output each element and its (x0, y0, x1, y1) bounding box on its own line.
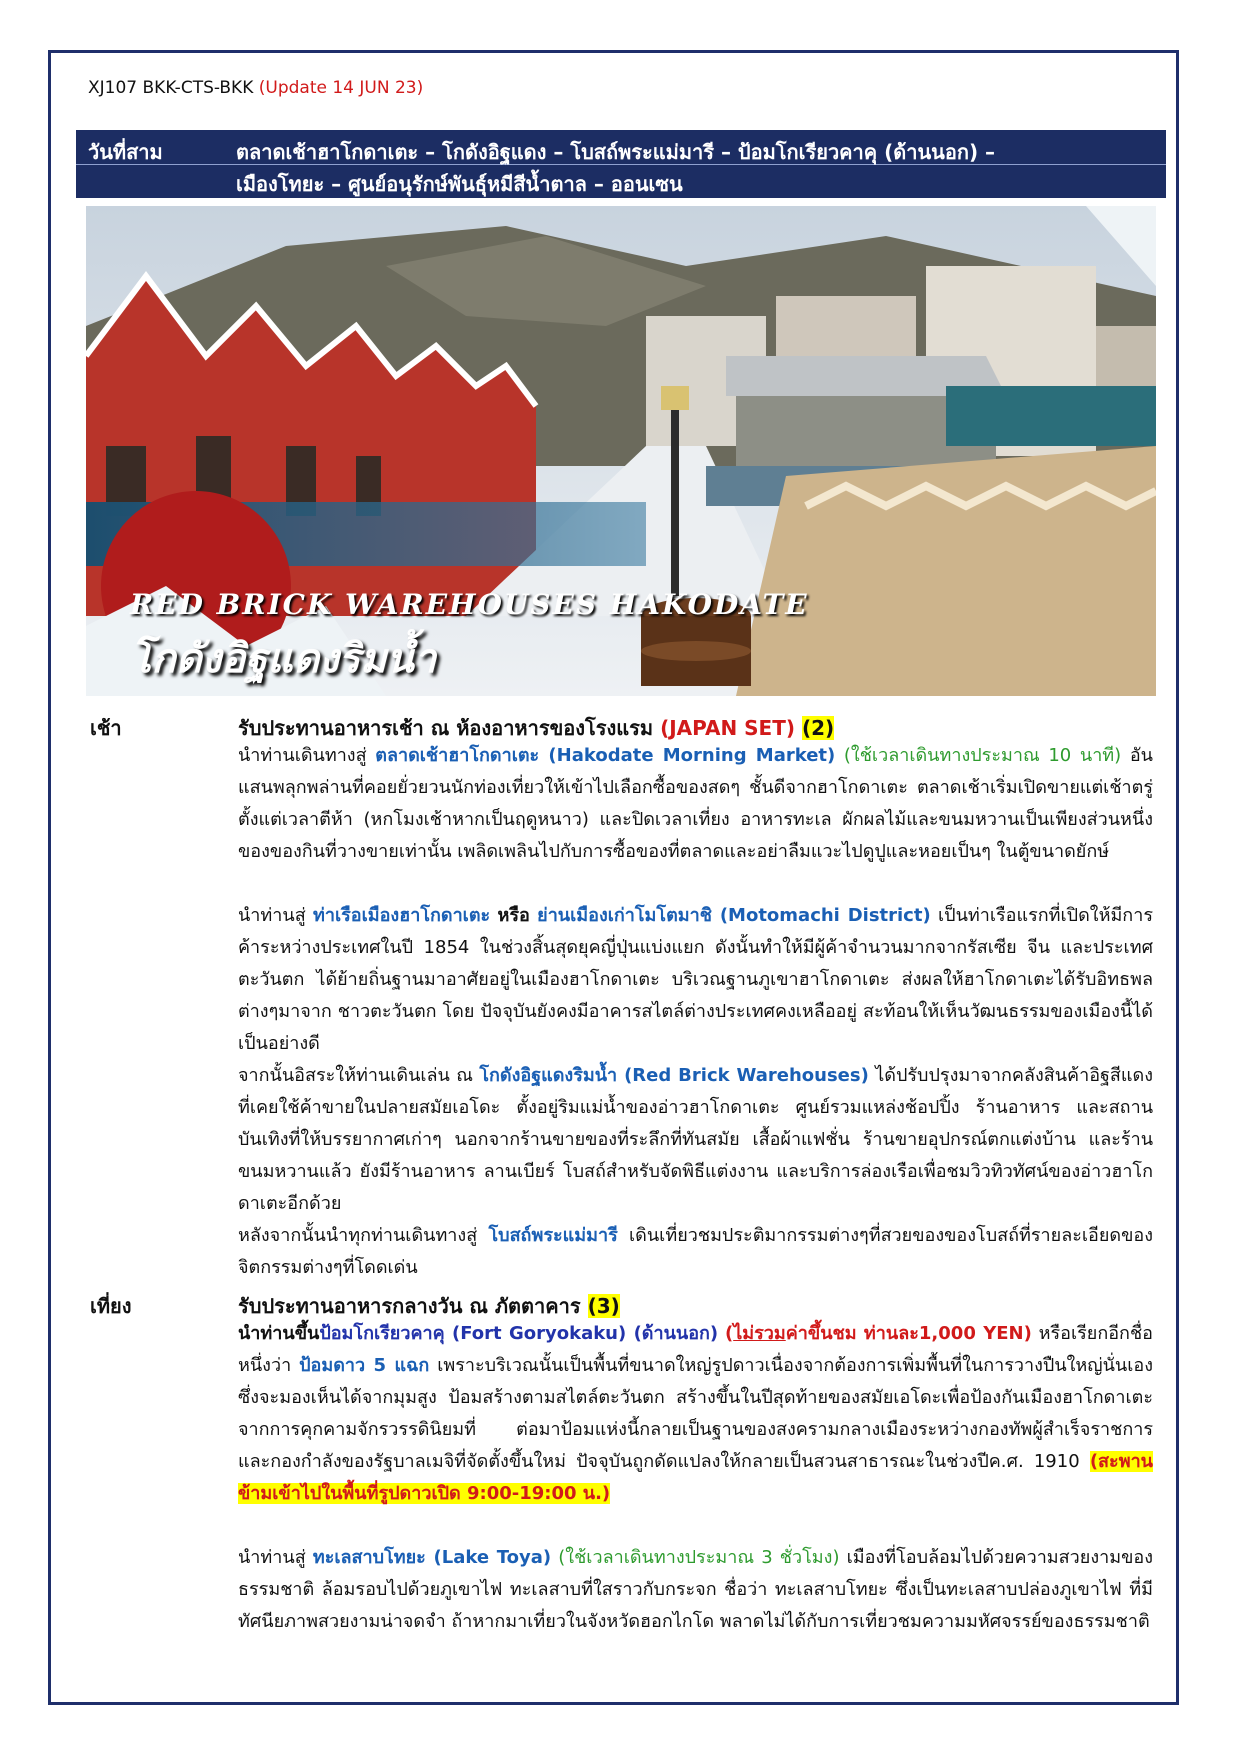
place-fort-goryokaku: ป้อมโกเรียวคาคุ (Fort Goryokaku) (ด้านนอก) (319, 1323, 719, 1344)
lunch-meal-number: (3) (587, 1294, 620, 1318)
travel-time-note: (ใช้เวลาเดินทางประมาณ 3 ชั่วโมง) (558, 1547, 840, 1568)
place-church: โบสถ์พระแม่มารี (488, 1225, 618, 1246)
fort-alias: ป้อมดาว 5 แฉก (299, 1355, 430, 1376)
day-itinerary-line-2: เมืองโทยะ – ศูนย์อนุรักษ์พันธุ์หมีสีน้ำตาล – ออนเซน (236, 172, 683, 196)
text: นำท่านเดินทางสู่ (238, 745, 367, 766)
motomachi-paragraph (238, 900, 1153, 1060)
breakfast-text: รับประทานอาหารเช้า ณ ห้องอาหารของโรงแรม (238, 716, 654, 740)
text: นำท่านขึ้น (238, 1323, 320, 1344)
place-motomachi-district: ย่านเมืองเก่าโมโตมาชิ (Motomachi District) (537, 905, 931, 926)
goryokaku-paragraph (238, 1318, 1153, 1510)
day-title-band (76, 130, 1166, 198)
church-paragraph (238, 1220, 1153, 1284)
tour-code: XJ107 BKK-CTS-BKK (88, 78, 254, 98)
day-itinerary-line-1: ตลาดเช้าฮาโกดาเตะ – โกดังอิฐแดง – โบสถ์พระแม่มารี – ป้อมโกเรียวคาคุ (ด้านนอก) – (236, 140, 996, 164)
text: ค่าขึ้นชม ท่านละ1,000 YEN) (785, 1323, 1032, 1344)
place-hakodate-morning-market: ตลาดเช้าฮาโกดาเตะ (Hakodate Morning Market) (375, 745, 836, 766)
banner-title-english: RED BRICK WAREHOUSES HAKODATE (130, 588, 809, 621)
breakfast-meal-number: (2) (801, 716, 835, 740)
banner-title-thai: โกดังอิฐแดงริมน้ำ (130, 635, 437, 682)
red-brick-paragraph (238, 1060, 1153, 1220)
update-note: (Update 14 JUN 23) (258, 78, 424, 98)
text: ได้ปรับปรุงมาจากคลังสินค้าอิฐสีแดงที่เคยใช้ค้าขายในปลายสมัยเอโดะ ตั้งอยู่ริมแม่น้ำของอ่าวฮาโกดาเตะ ศูนย์รวมแหล่งช้อปปิ้ง ร้านอาหาร และสถานบันเทิงที่ให้บรรยากาศเก่าๆ นอกจากร้านขายของที่ระลึกที่ทันสมัย เสื้อผ้าแฟชั่น ร้านขายอุปกรณ์ตกแต่งบ้าน และร้านขนมหวานแล้ว ยังมีร้านอาหาร ลานเบียร์ โบสถ์สำหรับจัดพิธีแต่งงาน และบริการล่องเรือเพื่อชมวิวทิวทัศน์ของอ่าวฮาโกดาเตะอีกด้วย (238, 1065, 1153, 1214)
tour-code-header (88, 78, 423, 98)
text: เพราะบริเวณนั้นเป็นพื้นที่ขนาดใหญ่รูปดาวเนื่องจากต้องการเพิ่มพื้นที่ในการวางปืนใหญ่นั่นเอง ซึ่งจะมองเห็นได้จากมุมสูง ป้อมสร้างตามสไตล์ตะวันตก สร้างขึ้นในปีสุดท้ายของสมัยเอโดะเพื่อป้องกันเมืองฮาโกดาเตะจากการคุกคามจักรวรรดินิยมที่ ต่อมาป้อมแห่งนี้กลายเป็นฐานของสงครามกลางเมืองระหว่างกองทัพผู้สำเร็จราชการ และกองกำลังของรัฐบาลเมจิที่จัดตั้งขึ้นใหม่ ปัจจุบันถูกดัดแปลงให้กลายเป็นสวนสาธารณะในช่วงปีค.ศ. 1910 (238, 1355, 1153, 1472)
text: หรือ (497, 905, 530, 926)
bridge-hours-note: (สะพานข้ามเข้าไปในพื้นที่รูปดาวเปิด 9:00-19:00 น.) (238, 1451, 1153, 1504)
red-brick-warehouse-photo (86, 206, 1156, 696)
place-hakodate-port: ท่าเรือเมืองฮาโกดาเตะ (313, 905, 491, 926)
morning-label: เช้า (90, 716, 122, 740)
place-lake-toya: ทะเลสาบโทยะ (Lake Toya) (312, 1547, 552, 1568)
text: อันแสนพลุกพล่านที่คอยยั่วยวนนักท่องเที่ยวให้เข้าไปเลือกซื้อของสดๆ ชั้นดีจากฮาโกดาเตะ ตลาดเช้าเริ่มเปิดขายแต่เช้าตรู่ตั้งแต่เวลาตีห้า (หกโมงเช้าหากเป็นฤดูหนาว) และปิดเวลาเที่ยง อาหารทะเล ผักผลไม้และขนมหวานเป็นเพียงส่วนหนึ่งของของกินที่วางขายเท่านั้น เพลิดเพลินไปกับการซื้อของที่ตลาดและอย่าลืมแวะไปดูปูและหอยเป็นๆ ในตู้ขนาดยักษ์ (238, 745, 1153, 862)
noon-label: เที่ยง (90, 1294, 132, 1318)
place-red-brick-warehouses: โกดังอิฐแดงริมน้ำ (Red Brick Warehouses) (479, 1065, 869, 1086)
lunch-text: รับประทานอาหารกลางวัน ณ ภัตตาคาร (238, 1294, 581, 1318)
text: นำท่านสู่ (238, 905, 306, 926)
day-label: วันที่สาม (88, 140, 163, 164)
travel-time-note: (ใช้เวลาเดินทางประมาณ 10 นาที) (843, 745, 1122, 766)
text: ( (724, 1323, 734, 1344)
entry-fee-note (725, 1323, 1032, 1344)
text: เป็นท่าเรือแรกที่เปิดให้มีการค้าระหว่างประเทศในปี 1854 ในช่วงสิ้นสุดยุคญี่ปุ่นแบ่งแยก ดังนั้นทำให้มีผู้ค้าจำนวนมากจากรัสเซีย จีน และประเทศตะวันตก ได้ย้ายถิ่นฐานมาอาศัยอยู่ในเมืองฮาโกดาเตะ บริเวณฐานภูเขาฮาโกดาเตะ ส่งผลให้ฮาโกดาเตะได้รับอิทธพลต่างๆมาจาก ชาวตะวันตก โดย ปัจจุบันยังคงมีอาคารสไตล์ต่างประเทศคงเหลืออยู่ สะท้อนให้เห็นวัฒนธรรมของเมืองนี้ได้เป็นอย่างดี (238, 905, 1153, 1054)
text: จากนั้นอิสระให้ท่านเดินเล่น ณ (238, 1065, 473, 1086)
text: นำท่านสู่ (238, 1547, 306, 1568)
text: เมืองที่โอบล้อมไปด้วยความสวยงามของธรรมชาติ ล้อมรอบไปด้วยภูเขาไฟ ทะเลสาบที่ใสราวกับกระจก ชื่อว่า ทะเลสาบโทยะ ซึ่งเป็นทะเลสาบปล่องภูเขาไฟ ที่มีทัศนียภาพสวยงามน่าจดจำ ถ้าหากมาเที่ยวในจังหวัดฮอกไกโด พลาดไม่ได้กับการเที่ยวชมความมหัศจรรย์ของธรรมชาติ (238, 1547, 1153, 1632)
breakfast-tag: (JAPAN SET) (660, 716, 795, 740)
photo-illustration (86, 206, 1156, 696)
text: เดินเที่ยวชมประติมากรรมต่างๆที่สวยของของโบสถ์ที่รายละเอียดของจิตกรรมต่างๆที่โดดเด่น (238, 1225, 1153, 1278)
lake-toya-paragraph (238, 1542, 1153, 1638)
morning-market-paragraph (238, 740, 1153, 868)
text: หรือเรียกอีกชื่อหนึ่งว่า (238, 1323, 1153, 1376)
text: หลังจากนั้นนำทุกท่านเดินทางสู่ (238, 1225, 478, 1246)
text: ไม่รวม (733, 1323, 786, 1344)
